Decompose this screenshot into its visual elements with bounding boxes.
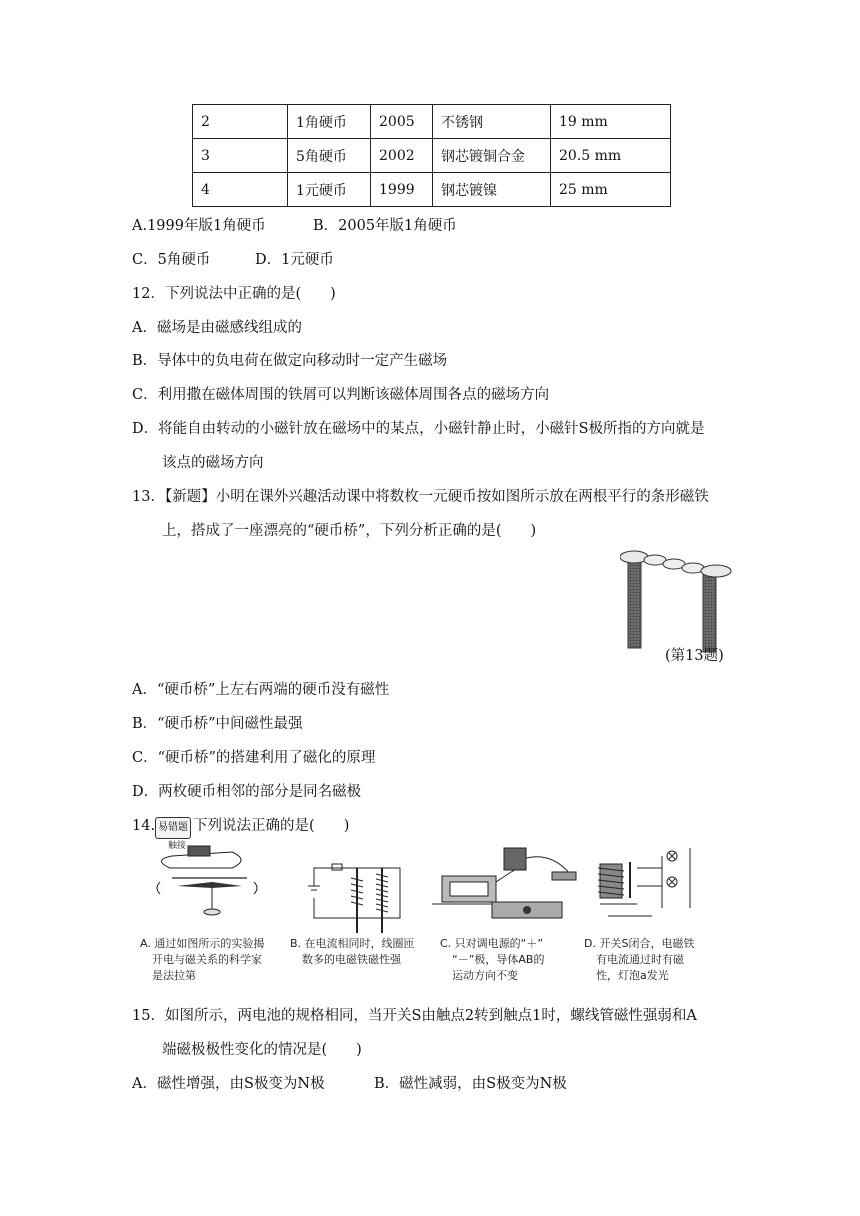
q12-option-c: C．利用撒在磁体周围的铁屑可以判断该磁体周围各点的磁场方向 <box>132 387 550 403</box>
table-cell: 19 mm <box>551 105 671 139</box>
coin-bridge-figure <box>620 546 740 658</box>
panel-d-figure <box>598 848 690 916</box>
q14-number: 14. <box>132 818 156 834</box>
q15-option-a: A．磁性增强，由S极变为N极 <box>132 1076 325 1092</box>
table-cell: 2005 <box>371 105 433 139</box>
q11-option-b: B．2005年版1角硬币 <box>313 218 457 234</box>
table-row <box>193 139 671 173</box>
panel-d-caption-line3: 性，灯泡a发光 <box>596 969 669 982</box>
panel-a-caption-line1: A. 通过如图所示的实验揭 <box>140 937 265 950</box>
table-cell: 1元硬币 <box>288 173 371 207</box>
q15-option-b: B．磁性减弱，由S极变为N极 <box>374 1076 567 1092</box>
q13-option-a: A．“硬币桥”上左右两端的硬币没有磁性 <box>132 682 390 698</box>
table-cell: 3 <box>193 139 288 173</box>
panel-c-figure <box>432 848 576 918</box>
table-cell: 2002 <box>371 139 433 173</box>
panel-c-caption-line2: “－”极，导体AB的 <box>452 953 545 966</box>
panel-a-caption-line3: 是法拉第 <box>152 969 196 982</box>
table-cell: 钢芯镀铜合金 <box>433 139 551 173</box>
q12-option-a: A．磁场是由磁感线组成的 <box>132 320 302 336</box>
table-cell: 1999 <box>371 173 433 207</box>
panel-b-figure <box>308 864 400 933</box>
panel-a-caption <box>140 936 264 984</box>
panel-c-caption <box>440 936 544 984</box>
panel-b-caption-line2: 数多的电磁铁磁性强 <box>302 953 401 966</box>
q13-option-b: B．“硬币桥”中间磁性最强 <box>132 716 303 732</box>
panel-a-touch-label: 触接 <box>168 841 187 851</box>
panel-c-caption-line3: 运动方向不变 <box>452 969 518 982</box>
panel-d-caption-line2: 有电流通过时有磁 <box>596 953 684 966</box>
panel-b-caption-line1: B. 在电流相同时，线圈匝 <box>290 937 415 950</box>
table-row <box>193 173 671 207</box>
q11-option-c: C．5角硬币 <box>132 252 211 268</box>
table-cell: 25 mm <box>551 173 671 207</box>
q14-stem-text: 下列说法正确的是( ) <box>193 818 350 834</box>
q12-option-b: B．导体中的负电荷在做定向移动时一定产生磁场 <box>132 353 448 369</box>
table-cell: 20.5 mm <box>551 139 671 173</box>
q12-option-d-cont: 该点的磁场方向 <box>162 455 264 471</box>
q13-option-c: C．“硬币桥”的搭建利用了磁化的原理 <box>132 750 376 766</box>
q11-option-a: A.1999年版1角硬币 <box>132 218 266 234</box>
table-cell: 钢芯镀镍 <box>433 173 551 207</box>
q13-option-d: D．两枚硬币相邻的部分是同名磁极 <box>132 784 362 800</box>
table-cell: 4 <box>193 173 288 207</box>
coin-table <box>192 104 671 207</box>
error-prone-badge: 易错题 <box>155 817 191 839</box>
table-cell: 1角硬币 <box>288 105 371 139</box>
q13-stem-cont: 上，搭成了一座漂亮的“硬币桥”，下列分析正确的是( ) <box>162 523 537 539</box>
q12-option-d: D．将能自由转动的小磁针放在磁场中的某点，小磁针静止时，小磁针S极所指的方向就是 <box>132 421 705 437</box>
q14-figures <box>132 838 732 938</box>
panel-d-caption-line1: D. 开关S闭合，电磁铁 <box>584 937 695 950</box>
table-cell: 不锈钢 <box>433 105 551 139</box>
q15-stem: 15．如图所示，两电池的规格相同，当开关S由触点2转到触点1时，螺线管磁性强弱和A <box>132 1008 697 1024</box>
panel-a-caption-line2: 开电与磁关系的科学家 <box>152 953 262 966</box>
q12-stem: 12．下列说法中正确的是( ) <box>132 286 336 302</box>
q15-stem-cont: 端磁极极性变化的情况是( ) <box>162 1042 362 1058</box>
q13-figure-caption: (第13题) <box>665 648 724 664</box>
q13-stem: 13．【新题】小明在课外兴趣活动课中将数枚一元硬币按如图所示放在两根平行的条形磁铁 <box>132 489 709 505</box>
panel-a-figure <box>157 846 257 915</box>
panel-c-caption-line1: C. 只对调电源的“＋” <box>440 937 544 950</box>
q14-stem <box>132 816 349 839</box>
q11-option-d: D．1元硬币 <box>255 252 334 268</box>
panel-b-caption <box>290 936 415 968</box>
table-cell: 5角硬币 <box>288 139 371 173</box>
table-row <box>193 105 671 139</box>
panel-d-caption <box>584 936 694 984</box>
table-cell: 2 <box>193 105 288 139</box>
